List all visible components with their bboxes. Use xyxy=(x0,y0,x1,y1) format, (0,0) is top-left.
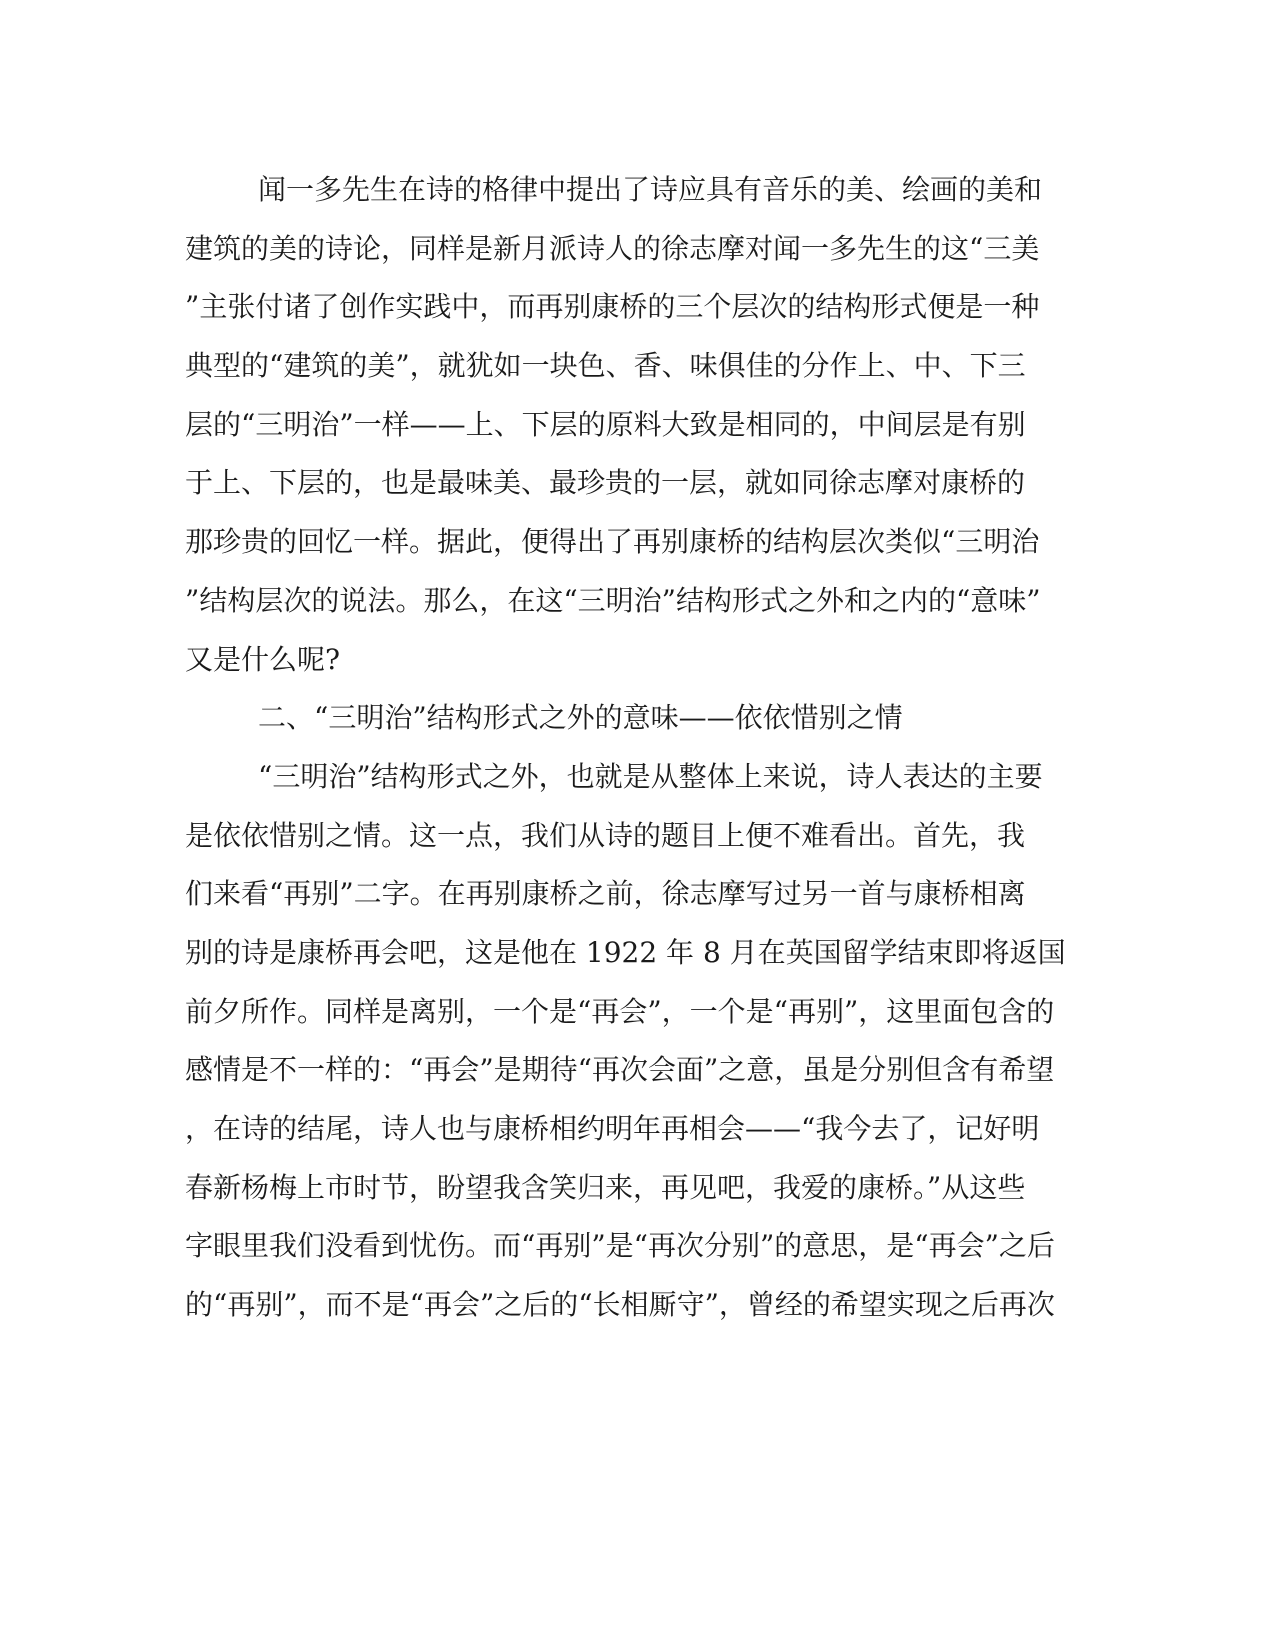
text-line: 字眼里我们没看到忧伤。而“再别”是“再次分别”的意思，是“再会”之后 xyxy=(185,1229,1055,1263)
text-line: 们来看“再别”二字。在再别康桥之前，徐志摩写过另一首与康桥相离 xyxy=(185,877,1026,911)
text-line: ”结构层次的说法。那么，在这“三明治”结构形式之外和之内的“意味” xyxy=(185,583,1041,617)
text-line: 又是什么呢? xyxy=(185,642,341,676)
text-line: “三明治”结构形式之外，也就是从整体上来说，诗人表达的主要 xyxy=(258,759,1043,793)
text-line: 前夕所作。同样是离别，一个是“再会”，一个是“再别”，这里面包含的 xyxy=(185,994,1055,1028)
text-line: 典型的“建筑的美”，就犹如一块色、香、味俱佳的分作上、中、下三 xyxy=(185,349,1026,383)
text-line: 的“再别”，而不是“再会”之后的“长相厮守”，曾经的希望实现之后再次 xyxy=(185,1288,1055,1322)
text-line: 是依依惜别之情。这一点，我们从诗的题目上便不难看出。首先，我 xyxy=(185,818,1026,852)
text-line: 闻一多先生在诗的格律中提出了诗应具有音乐的美、绘画的美和 xyxy=(258,173,1043,206)
text-line: 春新杨梅上市时节，盼望我含笑归来，再见吧，我爱的康桥。”从这些 xyxy=(185,1170,1026,1204)
text-line: ”主张付诸了创作实践中，而再别康桥的三个层次的结构形式便是一种 xyxy=(185,290,1040,324)
text-line: 建筑的美的诗论，同样是新月派诗人的徐志摩对闻一多先生的这“三美 xyxy=(185,231,1040,265)
text-line: 感情是不一样的：“再会”是期待“再次会面”之意，虽是分别但含有希望 xyxy=(185,1053,1055,1087)
text-line: 那珍贵的回忆一样。据此，便得出了再别康桥的结构层次类似“三明治 xyxy=(185,525,1040,559)
text-line: 别的诗是康桥再会吧，这是他在 1922 年 8 月在英国留学结束即将返国 xyxy=(185,935,1066,969)
text-line: 层的“三明治”一样——上、下层的原料大致是相同的，中间层是有别 xyxy=(185,407,1026,441)
section-heading: 二、“三明治”结构形式之外的意味——依依惜别之情 xyxy=(258,701,903,735)
text-line: ，在诗的结尾，诗人也与康桥相约明年再相会——“我今去了，记好明 xyxy=(185,1112,1040,1145)
body-text xyxy=(185,161,1075,1335)
text-line: 于上、下层的，也是最味美、最珍贵的一层，就如同徐志摩对康桥的 xyxy=(185,466,1026,500)
